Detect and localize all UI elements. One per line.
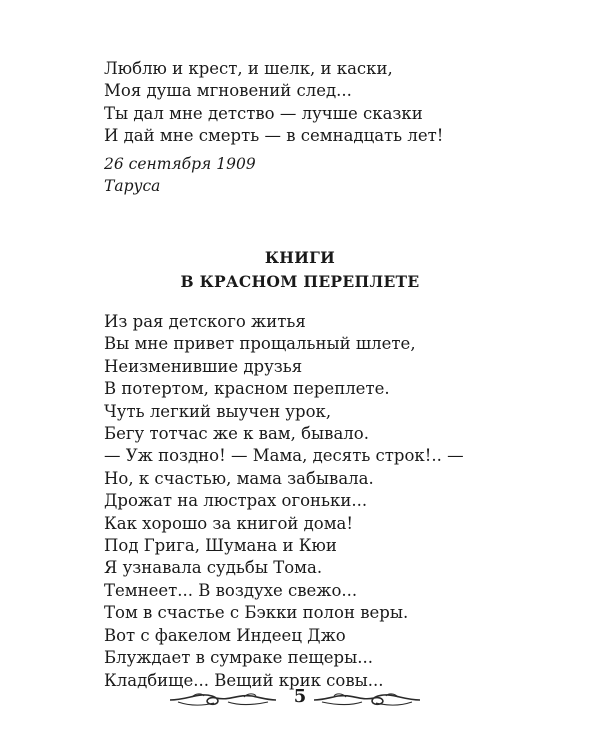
verse-line: Моя душа мгновений след... xyxy=(104,81,352,101)
poem-title xyxy=(0,246,600,294)
verse-line: Ты дал мне детство — лучше сказки xyxy=(104,103,423,123)
poem-place: Таруса xyxy=(104,176,161,195)
verse-line: Но, к счастью, мама забывала. xyxy=(104,468,374,488)
poem-title-line-1: КНИГИ xyxy=(264,248,336,267)
verse-line: Как хорошо за книгой дома! xyxy=(104,513,354,533)
poem-title-line-2: В КРАСНОМ ПЕРЕПЛЕТЕ xyxy=(180,272,420,291)
verse-line: Вот с факелом Индеец Джо xyxy=(104,625,346,645)
verse-line: Неизменившие друзья xyxy=(104,356,303,376)
verse-line: Кладбище... Вещий крик совы... xyxy=(104,670,384,690)
verse-line: Я узнавала судьбы Тома. xyxy=(104,558,323,578)
verse-line: Темнеет... В воздухе свежо... xyxy=(104,580,358,600)
verse-line: И дай мне смерть — в семнадцать лет! xyxy=(104,126,444,146)
verse-line: Блуждает в сумраке пещеры... xyxy=(104,648,373,668)
verse-line: Бегу тотчас же к вам, бывало. xyxy=(104,424,369,444)
stanza-main xyxy=(104,311,464,692)
verse-line: В потертом, красном переплете. xyxy=(104,379,390,399)
verse-line: — Уж поздно! — Мама, десять строк!.. — xyxy=(104,446,464,466)
page-footer xyxy=(0,684,600,714)
verse-line: Под Грига, Шумана и Кюи xyxy=(104,536,337,556)
stanza-top xyxy=(104,58,443,148)
verse-line: Чуть легкий выучен урок, xyxy=(104,401,332,421)
poem-date: 26 сентября 1909 xyxy=(104,155,256,173)
flourish-ornament-icon xyxy=(312,688,422,710)
page-number: 5 xyxy=(293,686,307,707)
verse-line: Дрожат на люстрах огоньки... xyxy=(104,491,368,511)
verse-line: Том в счастье с Бэкки полон веры. xyxy=(104,603,409,623)
verse-line: Из рая детского житья xyxy=(104,312,306,331)
poem-dateline xyxy=(104,154,256,197)
verse-line: Вы мне привет прощальный шлете, xyxy=(104,334,416,354)
verse-line: Люблю и крест, и шелк, и каски, xyxy=(104,59,393,78)
